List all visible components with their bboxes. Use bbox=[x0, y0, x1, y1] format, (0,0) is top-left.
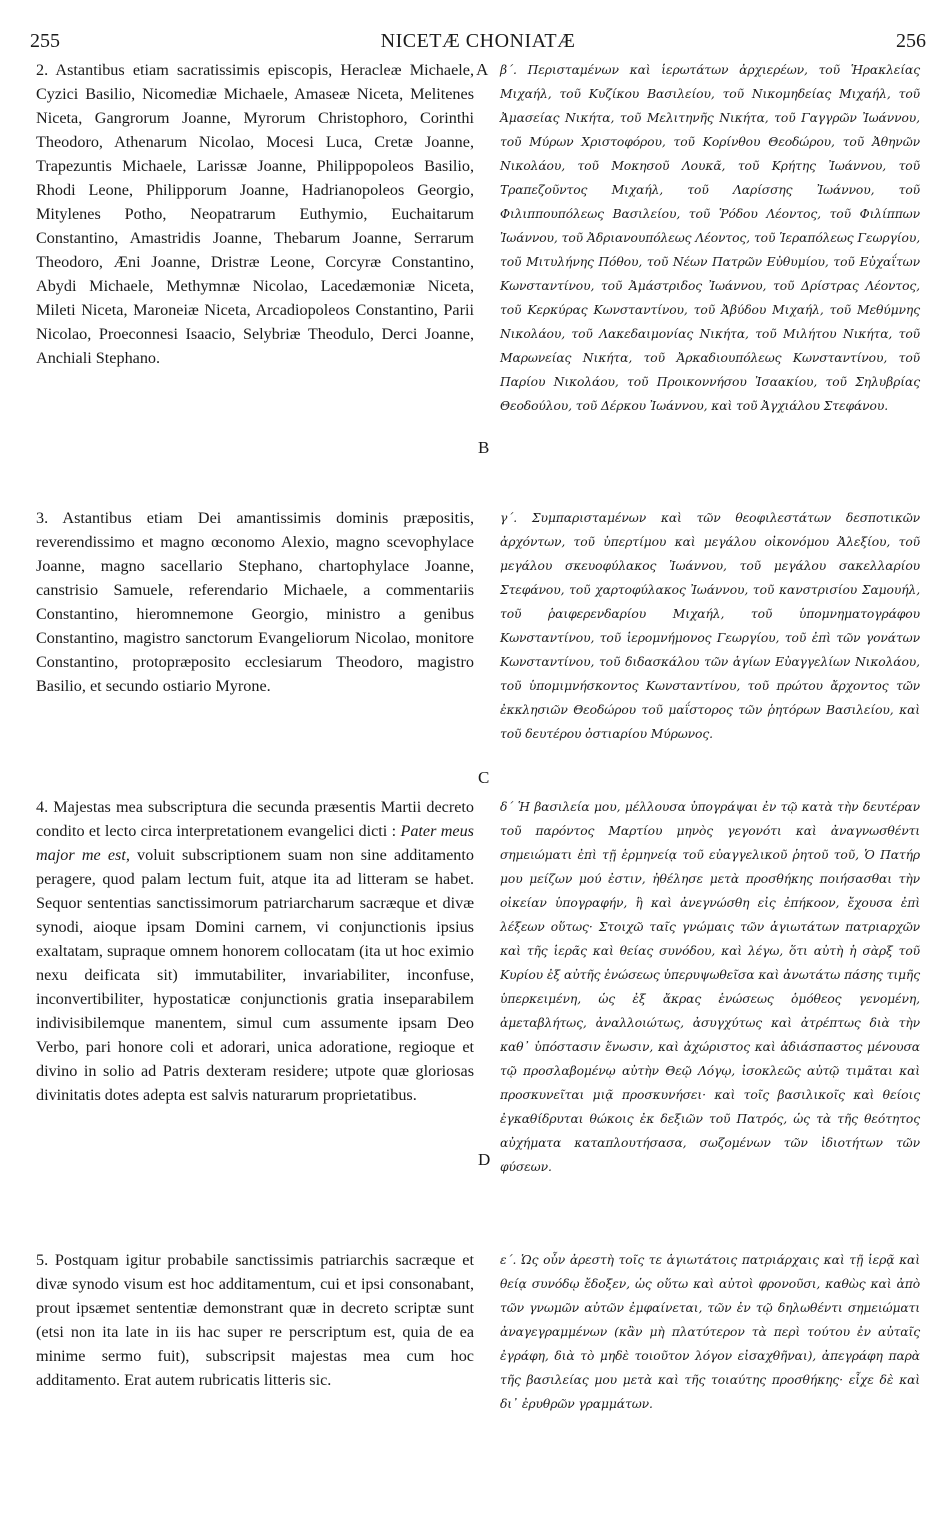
latin-paragraph-4 bbox=[36, 795, 474, 1107]
greek-paragraph-2: β΄. Περισταμένων καὶ ἱερωτάτων ἀρχιερέων, τοῦ Ἡρακλείας Μιχαήλ, τοῦ Κυζίκου Βασιλείου, τοῦ Νικομηδείας Μιχαήλ, τοῦ Ἀμασείας Νικήτα, τοῦ Μελιτηνῆς Νικήτα, τοῦ Γαγγρῶν Ἰωάννου, τοῦ Μύρων Χριστοφόρου, τοῦ Κορίνθου Θεοδώρου, τοῦ Ἀθηνῶν Νικολάου, τοῦ Μοκησοῦ Λουκᾶ, τοῦ Κρήτης Ἰωάννου, τοῦ Τραπεζοῦντος Μιχαήλ, τοῦ Λαρίσσης Ἰωάννου, τοῦ Φιλιππουπόλεως Βασιλείου, τοῦ Ῥόδου Λέοντος, τοῦ Φιλίππων Ἰωάννου, τοῦ Ἀδριανουπόλεως Λέοντος, τοῦ Ἱεραπόλεως Γεωργίου, τοῦ Μιτυλήνης Πόθου, τοῦ Νέων Πατρῶν Εὐθυμίου, τοῦ Εὐχαΐτων Κωνσταντίνου, τοῦ Ἀμάστριδος Ἰωάννου, τοῦ Δρίστρας Λέοντος, τοῦ Κερκύρας Κωνσταντίνου, τοῦ Ἀβύδου Μιχαήλ, τοῦ Μεθύμνης Νικολάου, τοῦ Λακεδαιμονίας Νικήτα, τοῦ Μιλήτου Νικήτα, τοῦ Μαρωνείας Νικήτα, τοῦ Ἀρκαδιουπόλεως Κωνσταντίνου, τοῦ Παρίου Νικολάου, τοῦ Προικοννήσου Ἰσαακίου, τοῦ Σηλυβρίας Θεοδούλου, τοῦ Δέρκου Ἰωάννου, καὶ τοῦ Ἀγχιάλου Στεφάνου. bbox=[500, 63, 920, 413]
latin-paragraph-4-text-cont: voluit subscriptionem suam non sine additamento peragere, quod palam lectum fuit, atque ita ad litteram se habet. Sequor sententias sanctissimorum patriarcharum sacræque et divæ synodi, aioque ipsam Domini carnem, vi conjunctionis ipsius exaltatam, supraque omnem honorem collocatam (ita ut hoc eximio nexu deificata sit) immutabiliter, invariabiliter, inconfuse, inconvertibiliter, hypostaticæ conjunctionis gratia inseparabilem indivisibilemque manentem, simul cum assumente ipsam Deo Verbo, pari honore coli et adorari, unica adoratione, regioque et divino in solio ad Patris dexteram residere; utpote quæ gloriosas divinitatis dotes adepta est salvis naturarum proprietatibus. bbox=[36, 846, 474, 1104]
margin-marker-a: A bbox=[476, 60, 489, 79]
margin-marker-b: B bbox=[478, 438, 490, 457]
latin-paragraph-3: 3. Astantibus etiam Dei amantissimis dominis præpositis, reverendissimo et magno œconomo Alexio, magno scevophylace Joanne, magno sacellario Stephano, chartophylace Joanne, canstrisio Samuele, referendario Michaele, a commentariis Constantino, hieromnemone Georgio, ministro a genibus Constantino, magistro sanctorum Evangeliorum Nicolao, monitore Constantino, protopræposito ecclesiarum Theodoro, magistro Basilio, et secundo ostiario Myrone. bbox=[36, 509, 474, 695]
page-number-left: 255 bbox=[30, 30, 60, 52]
page-number-right: 256 bbox=[896, 30, 926, 52]
page-header bbox=[30, 30, 926, 60]
latin-paragraph-5: 5. Postquam igitur probabile sanctissimis patriarchis sacræque et divæ synodo visum est hoc additamentum, cui et ipsi consonabant, prout ipsæmet sententiæ demonstrant quæ in decreto scriptæ sunt (etsi non ita late in iis hac super re perscriptum est, quia de ea minime sermo fuit), subscripsit majestas mea cum hoc additamento. Erat autem rubricatis litteris sic. bbox=[36, 1251, 474, 1389]
scripture-quote: Pater meus major me est, bbox=[36, 822, 474, 864]
latin-paragraph-2: 2. Astantibus etiam sacratissimis episcopis, Heracleæ Michaele, Cyzici Basilio, Nicomediæ Michaele, Amaseæ Niceta, Melitenes Niceta, Gangrorum Joanne, Myrorum Christophoro, Corinthi Theodoro, Athenarum Nicolao, Mocesi Luca, Cretæ Joanne, Trapezuntis Michaele, Larissæ Joanne, Philippopoleos Basilio, Rhodi Leone, Philipporum Joanne, Hadrianopoleos Georgio, Mitylenes Potho, Neopatrarum Euthymio, Euchaitarum Constantino, Amastridis Joanne, Thebarum Joanne, Serrarum Theodoro, Æni Joanne, Dristræ Leone, Corcyræ Constantino, Abydi Michaele, Methymnæ Nicolao, Lacedæmoniæ Niceta, Mileti Niceta, Maroneiæ Niceta, Arcadiopoleos Constantino, Parii Nicolao, Proeconnesi Isaacio, Selybriæ Theodulo, Derci Joanne, Anchiali Stephano. bbox=[36, 61, 474, 367]
latin-paragraph-4-text: 4. Majestas mea subscriptura die secunda præsentis Martii decreto condito et lecto circa interpretationem evangelici dicti : bbox=[36, 798, 474, 840]
greek-paragraph-5: ε΄. Ὡς οὖν ἀρεστὴ τοῖς τε ἁγιωτάτοις πατριάρχαις καὶ τῇ ἱερᾷ καὶ θείᾳ συνόδῳ ἔδοξεν, ὡς οὕτω καὶ αὐτοὶ φρονοῦσι, καθὼς καὶ ἀπὸ τῶν γνωμῶν αὐτῶν ἐμφαίνεται, τῶν ἐν τῷ δηλωθέντι σημειώματι ἀναγεγραμμένων (κἂν μὴ πλατύτερον τὰ περὶ τούτου ἐν αὐταῖς ἐγράφη, διὰ τὸ μηδὲ τοιοῦτον λόγον εἰσαχθῆναι), ἀπεγράφη παρὰ τῆς βασιλείας μου μετὰ καὶ τῆς τοιαύτης προσθήκης· εἶχε δὲ καὶ δι᾽ ἐρυθρῶν γραμμάτων. bbox=[500, 1253, 920, 1411]
margin-marker-d: D bbox=[478, 1150, 491, 1169]
running-head: NICETÆ CHONIATÆ bbox=[380, 30, 576, 52]
greek-paragraph-3: γ΄. Συμπαρισταμένων καὶ τῶν θεοφιλεστάτων δεσποτικῶν ἀρχόντων, τοῦ ὑπερτίμου καὶ μεγάλου οἰκονόμου Ἀλεξίου, τοῦ μεγάλου σκευοφύλακος Ἰωάννου, τοῦ μεγάλου σακελλαρίου Στεφάνου, τοῦ χαρτοφύλακος Ἰωάννου, τοῦ κανστρισίου Σαμουήλ, τοῦ ῥαιφερενδαρίου Μιχαήλ, τοῦ ὑπομνηματογράφου Κωνσταντίνου, τοῦ ἱερομνήμονος Γεωργίου, τοῦ ἐπὶ τῶν γονάτων Κωνσταντίνου, τοῦ διδασκάλου τῶν ἁγίων Εὐαγγελίων Νικολάου, τοῦ ὑπομιμνήσκοντος Κωνσταντίνου, τοῦ πρώτου ἄρχοντος τῶν ἐκκλησιῶν Θεοδώρου τοῦ μαΐστορος τῶν ῥητόρων Βασιλείου, καὶ τοῦ δευτέρου ὀστιαρίου Μύρωνος. bbox=[500, 511, 920, 741]
greek-paragraph-4: δ΄ Ἡ βασιλεία μου, μέλλουσα ὑπογράψαι ἐν τῷ κατὰ τὴν δευτέραν τοῦ παρόντος Μαρτίου μηνὸς γεγονότι καὶ ἀναγνωσθέντι σημειώματι ἐπὶ τῇ ἑρμηνείᾳ τοῦ εὐαγγελικοῦ ῥητοῦ τοῦ, Ὁ Πατήρ μου μείζων μού ἐστιν, ἠθέλησε μετὰ προσθήκης ποιήσασθαι τὴν οἰκείαν ὑπογραφήν, ἣ καὶ ἀνεγνώσθη εἰς ἐπήκοον, ἔχουσα ἐπὶ λέξεων οὕτως· Στοιχῶ ταῖς γνώμαις τῶν ἁγιωτάτων πατριαρχῶν καὶ τῆς ἱερᾶς καὶ θείας συνόδου, καὶ λέγω, ὅτι αὐτὴ ἡ σὰρξ τοῦ Κυρίου ἐξ αὐτῆς ἑνώσεως ὑπερυψωθεῖσα καὶ ἀνωτάτω πάσης τιμῆς ὑπερκειμένη, ὡς ἐξ ἄκρας ἑνώσεως ὁμόθεος γενομένη, ἀμεταβλήτως, ἀναλλοιώτως, ἀσυγχύτως καὶ ἀτρέπτως διὰ τὴν καθ᾽ ὑπόστασιν ἕνωσιν, καὶ ἀχώριστος καὶ ἀδιάσπαστος μένουσα τῷ προσλαβομένῳ αὐτὴν Θεῷ Λόγῳ, ἰσοκλεῶς αὐτῷ τιμᾶται καὶ προσκυνεῖται μιᾷ προσκυνήσει· καὶ τοῖς βασιλικοῖς καὶ θείοις ἐγκαθίδρυται θώκοις ἐκ δεξιῶν τοῦ Πατρός, ὡς τὰ τῆς θεότητος αὐχήματα καταπλουτήσασα, σωζομένων τῶν ἰδιοτήτων τῶν φύσεων. bbox=[500, 800, 920, 1174]
margin-marker-c: C bbox=[478, 768, 490, 787]
